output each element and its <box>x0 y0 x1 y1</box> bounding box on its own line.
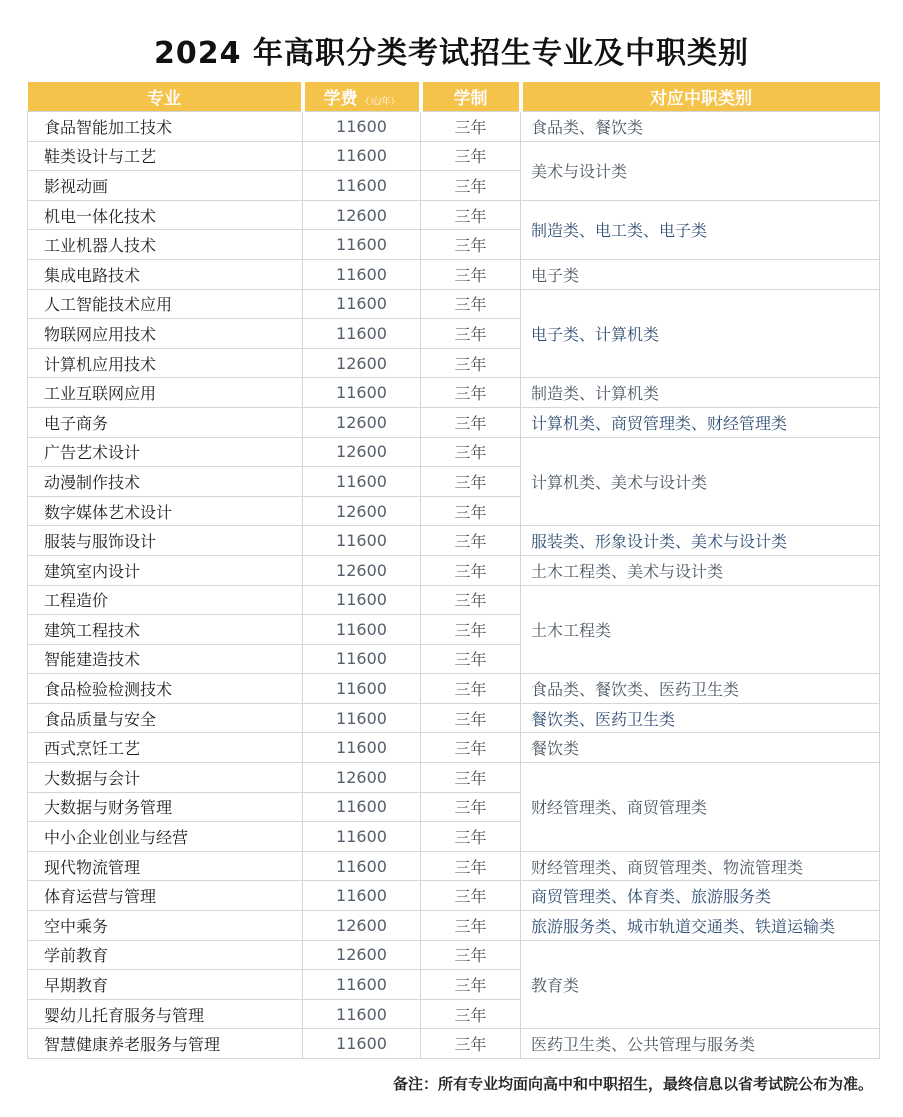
duration-cell: 三年 <box>421 970 521 1000</box>
duration-cell: 三年 <box>421 674 521 704</box>
duration-cell: 三年 <box>421 703 521 733</box>
fee-cell: 11600 <box>303 319 421 349</box>
duration-cell: 三年 <box>421 526 521 556</box>
major-cell: 早期教育 <box>28 970 303 1000</box>
table-row <box>28 141 880 171</box>
category-cell: 土木工程类、美术与设计类 <box>521 555 880 585</box>
fee-cell: 11600 <box>303 467 421 497</box>
major-cell: 智慧健康养老服务与管理 <box>28 1029 303 1059</box>
duration-cell: 三年 <box>421 259 521 289</box>
fee-cell: 11600 <box>303 703 421 733</box>
header-duration: 学制 <box>421 82 521 112</box>
table-row <box>28 200 880 230</box>
fee-cell: 12600 <box>303 911 421 941</box>
footnote: 备注：所有专业均面向高中和中职招生，最终信息以省考试院公布为准。 <box>392 1075 873 1093</box>
duration-cell: 三年 <box>421 763 521 793</box>
major-cell: 食品质量与安全 <box>28 703 303 733</box>
major-cell: 体育运营与管理 <box>28 881 303 911</box>
duration-cell: 三年 <box>421 585 521 615</box>
header-major: 专业 <box>28 82 303 112</box>
header-category: 对应中职类别 <box>521 82 880 112</box>
table-row <box>28 555 880 585</box>
fee-cell: 11600 <box>303 615 421 645</box>
major-cell: 智能建造技术 <box>28 644 303 674</box>
category-cell: 财经管理类、商贸管理类、物流管理类 <box>521 851 880 881</box>
duration-cell: 三年 <box>421 733 521 763</box>
major-cell: 中小企业创业与经营 <box>28 822 303 852</box>
major-cell: 食品检验检测技术 <box>28 674 303 704</box>
fee-cell: 11600 <box>303 585 421 615</box>
duration-cell: 三年 <box>421 644 521 674</box>
major-cell: 婴幼儿托育服务与管理 <box>28 999 303 1029</box>
category-cell: 餐饮类、医药卫生类 <box>521 703 880 733</box>
duration-cell: 三年 <box>421 200 521 230</box>
category-cell: 食品类、餐饮类、医药卫生类 <box>521 674 880 704</box>
table-body <box>28 112 880 1059</box>
fee-cell: 11600 <box>303 230 421 260</box>
category-cell: 电子类、计算机类 <box>521 289 880 378</box>
major-cell: 数字媒体艺术设计 <box>28 496 303 526</box>
major-cell: 空中乘务 <box>28 911 303 941</box>
fee-cell: 12600 <box>303 407 421 437</box>
major-cell: 服装与服饰设计 <box>28 526 303 556</box>
fee-cell: 11600 <box>303 674 421 704</box>
major-cell: 食品智能加工技术 <box>28 112 303 142</box>
table-header-row <box>28 82 880 112</box>
duration-cell: 三年 <box>421 615 521 645</box>
fee-cell: 11600 <box>303 999 421 1029</box>
major-cell: 集成电路技术 <box>28 259 303 289</box>
category-cell: 服装类、形象设计类、美术与设计类 <box>521 526 880 556</box>
major-cell: 计算机应用技术 <box>28 348 303 378</box>
fee-cell: 12600 <box>303 496 421 526</box>
duration-cell: 三年 <box>421 171 521 201</box>
major-cell: 西式烹饪工艺 <box>28 733 303 763</box>
fee-cell: 11600 <box>303 378 421 408</box>
duration-cell: 三年 <box>421 230 521 260</box>
majors-table <box>27 82 880 1059</box>
major-cell: 机电一体化技术 <box>28 200 303 230</box>
fee-cell: 11600 <box>303 259 421 289</box>
fee-cell: 11600 <box>303 1029 421 1059</box>
table-row <box>28 733 880 763</box>
fee-cell: 11600 <box>303 822 421 852</box>
major-cell: 广告艺术设计 <box>28 437 303 467</box>
major-cell: 工程造价 <box>28 585 303 615</box>
category-cell: 餐饮类 <box>521 733 880 763</box>
table-row <box>28 526 880 556</box>
duration-cell: 三年 <box>421 112 521 142</box>
table-row <box>28 407 880 437</box>
major-cell: 工业互联网应用 <box>28 378 303 408</box>
major-cell: 工业机器人技术 <box>28 230 303 260</box>
fee-cell: 11600 <box>303 289 421 319</box>
major-cell: 现代物流管理 <box>28 851 303 881</box>
major-cell: 鞋类设计与工艺 <box>28 141 303 171</box>
table-row <box>28 112 880 142</box>
duration-cell: 三年 <box>421 1029 521 1059</box>
header-fee-label: 学费 <box>323 89 358 109</box>
duration-cell: 三年 <box>421 496 521 526</box>
category-cell: 计算机类、商贸管理类、财经管理类 <box>521 407 880 437</box>
duration-cell: 三年 <box>421 911 521 941</box>
table-row <box>28 674 880 704</box>
fee-cell: 12600 <box>303 200 421 230</box>
major-cell: 大数据与财务管理 <box>28 792 303 822</box>
major-cell: 学前教育 <box>28 940 303 970</box>
fee-cell: 12600 <box>303 555 421 585</box>
duration-cell: 三年 <box>421 999 521 1029</box>
major-cell: 大数据与会计 <box>28 763 303 793</box>
major-cell: 动漫制作技术 <box>28 467 303 497</box>
category-cell: 计算机类、美术与设计类 <box>521 437 880 526</box>
fee-cell: 11600 <box>303 526 421 556</box>
duration-cell: 三年 <box>421 319 521 349</box>
table-row <box>28 851 880 881</box>
duration-cell: 三年 <box>421 289 521 319</box>
category-cell: 商贸管理类、体育类、旅游服务类 <box>521 881 880 911</box>
duration-cell: 三年 <box>421 141 521 171</box>
duration-cell: 三年 <box>421 467 521 497</box>
category-cell: 医药卫生类、公共管理与服务类 <box>521 1029 880 1059</box>
fee-cell: 11600 <box>303 171 421 201</box>
category-cell: 制造类、电工类、电子类 <box>521 200 880 259</box>
duration-cell: 三年 <box>421 851 521 881</box>
table-row <box>28 703 880 733</box>
fee-cell: 11600 <box>303 141 421 171</box>
fee-cell: 11600 <box>303 851 421 881</box>
fee-cell: 11600 <box>303 792 421 822</box>
major-cell: 影视动画 <box>28 171 303 201</box>
table-row <box>28 763 880 793</box>
duration-cell: 三年 <box>421 437 521 467</box>
table-row <box>28 881 880 911</box>
table-row <box>28 289 880 319</box>
duration-cell: 三年 <box>421 940 521 970</box>
fee-cell: 12600 <box>303 763 421 793</box>
fee-cell: 11600 <box>303 644 421 674</box>
category-cell: 电子类 <box>521 259 880 289</box>
duration-cell: 三年 <box>421 555 521 585</box>
major-cell: 人工智能技术应用 <box>28 289 303 319</box>
duration-cell: 三年 <box>421 348 521 378</box>
category-cell: 教育类 <box>521 940 880 1029</box>
fee-cell: 12600 <box>303 348 421 378</box>
fee-cell: 12600 <box>303 940 421 970</box>
fee-cell: 11600 <box>303 881 421 911</box>
fee-cell: 11600 <box>303 970 421 1000</box>
fee-cell: 12600 <box>303 437 421 467</box>
major-cell: 物联网应用技术 <box>28 319 303 349</box>
header-fee <box>303 82 421 112</box>
table-row <box>28 437 880 467</box>
duration-cell: 三年 <box>421 792 521 822</box>
category-cell: 旅游服务类、城市轨道交通类、铁道运输类 <box>521 911 880 941</box>
category-cell: 土木工程类 <box>521 585 880 674</box>
table-row <box>28 1029 880 1059</box>
header-fee-unit: （元/年） <box>360 97 400 107</box>
category-cell: 制造类、计算机类 <box>521 378 880 408</box>
table-row <box>28 378 880 408</box>
category-cell: 食品类、餐饮类 <box>521 112 880 142</box>
duration-cell: 三年 <box>421 822 521 852</box>
major-cell: 电子商务 <box>28 407 303 437</box>
fee-cell: 11600 <box>303 733 421 763</box>
major-cell: 建筑室内设计 <box>28 555 303 585</box>
duration-cell: 三年 <box>421 378 521 408</box>
page-title: 2024 年高职分类考试招生专业及中职类别 <box>154 36 749 71</box>
category-cell: 美术与设计类 <box>521 141 880 200</box>
major-cell: 建筑工程技术 <box>28 615 303 645</box>
table-row <box>28 259 880 289</box>
table-row <box>28 585 880 615</box>
table-row <box>28 940 880 970</box>
fee-cell: 11600 <box>303 112 421 142</box>
table-row <box>28 911 880 941</box>
duration-cell: 三年 <box>421 881 521 911</box>
category-cell: 财经管理类、商贸管理类 <box>521 763 880 852</box>
duration-cell: 三年 <box>421 407 521 437</box>
